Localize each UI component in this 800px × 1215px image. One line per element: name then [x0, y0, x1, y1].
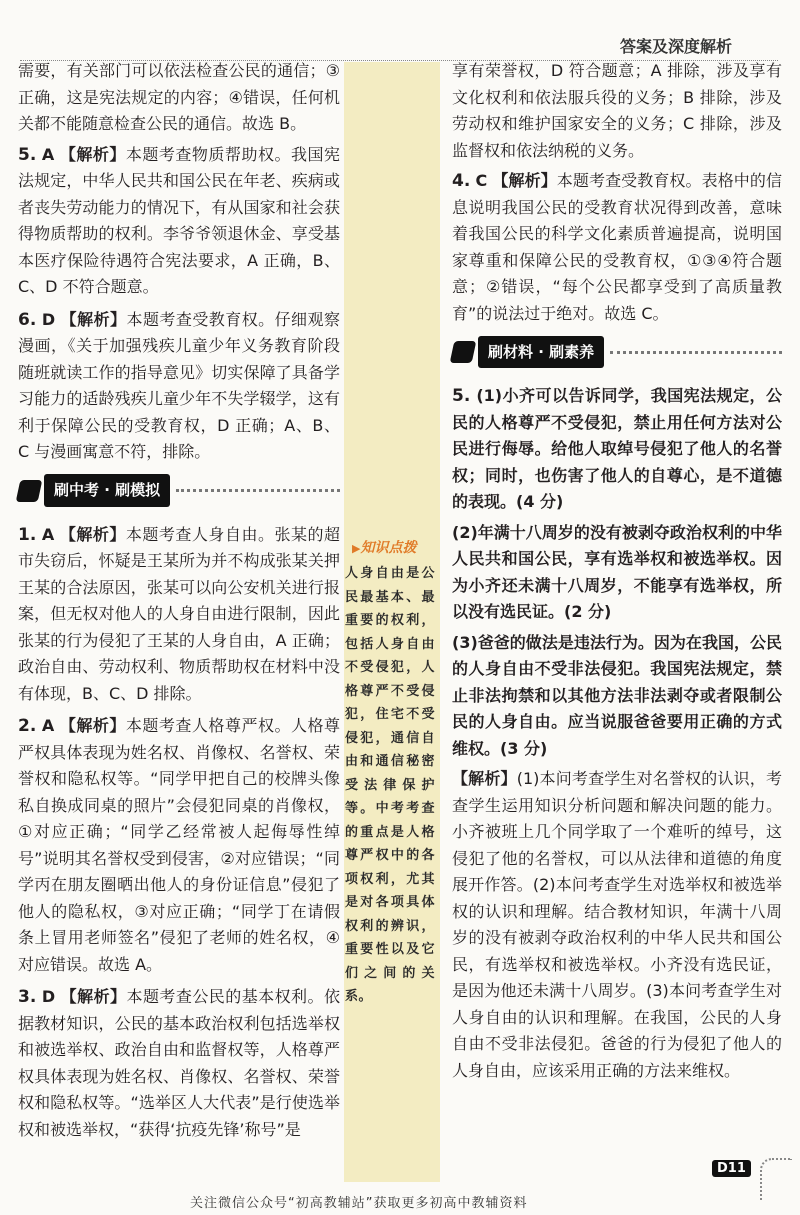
left-column	[18, 58, 340, 1149]
left-intro: 需要，有关部门可以依法检查公民的通信；③正确，这是宪法规定的内容；④错误，任何机关都不能随意检查公民的通信。故选 B。	[18, 61, 340, 133]
question-number: 5.	[18, 144, 37, 165]
answer-part-3: (3)爸爸的做法是违法行为。因为在我国，公民的人身自由不受非法侵犯。我国宪法规定，禁止非法拘禁和以其他方法非法剥夺或者限制公民的人身自由。应当说服爸爸要用正确的方式维权。(3 分)	[452, 632, 782, 758]
answer-letter: A	[41, 144, 55, 164]
analysis-text: 本题考查公民的基本权利。依据教材知识，公民的基本政治权利包括选举权和被选举权、政治自由和监督权等，人格尊严权具体表现为姓名权、肖像权、名誉权、荣誉权和隐私权等。“选举区人大代表”是行使选举权和被选举权，“获得‘抗疫先锋’称号”是	[18, 987, 340, 1139]
answer-letter: D	[41, 309, 56, 329]
question-number: 3.	[18, 987, 37, 1007]
question-number: 1.	[18, 524, 37, 545]
analysis-label: 【解析】	[60, 309, 127, 329]
answer-part-1	[452, 383, 782, 516]
question-number: 5.	[452, 386, 471, 406]
triangle-icon: ▶	[352, 542, 361, 555]
question-5	[18, 142, 340, 301]
question-number: 4.	[452, 171, 471, 191]
page-header: 答案及深度解析	[620, 37, 733, 56]
analysis-label: 【解析】	[59, 144, 126, 164]
brush-icon	[450, 341, 477, 363]
analysis-label: 【解析】	[452, 769, 517, 788]
right-column	[452, 58, 782, 1090]
answer-analysis	[452, 766, 782, 1084]
question-1	[18, 522, 340, 708]
question-3	[18, 984, 340, 1143]
section-banner-material	[452, 337, 782, 367]
answer-part-1-text: (1)小齐可以告诉同学，我国宪法规定，公民的人格尊严不受侵犯，禁止用任何方法对公民进行侮辱。给他人取绰号侵犯了他人的名誉权；同时，也伤害了他人的自尊心，是不道德的表现。(4 分)	[452, 386, 782, 511]
analysis-label: 【解析】	[59, 524, 126, 544]
question-5-material	[452, 383, 782, 1084]
brush-icon	[16, 480, 43, 502]
question-6	[18, 307, 340, 466]
knowledge-sidebar-title: ▶知识点拨	[352, 540, 417, 556]
knowledge-sidebar-text: 人身自由是公民最基本、最重要的权利，包括人身自由不受侵犯，人格尊严不受侵犯，住宅不受侵犯，通信自由和通信秘密受法律保护等。中考考查的重点是人格尊严权中的各项权利，尤其是对各项具体权利的辨识，重要性以及它们之间的关系。	[345, 566, 435, 1004]
question-4	[452, 168, 782, 327]
answer-letter: D	[41, 987, 56, 1006]
analysis-label: 【解析】	[59, 716, 126, 735]
right-intro: 享有荣誉权，D 符合题意；A 排除，涉及享有文化权利和依法服兵役的义务；B 排除，涉及劳动权和维护国家安全的义务；C 排除，涉及监督权和依法纳税的义务。	[452, 61, 782, 160]
page-number-badge: D11	[712, 1160, 751, 1177]
answer-letter: A	[41, 524, 55, 544]
page-corner-tab	[760, 1158, 792, 1200]
analysis-label: 【解析】	[60, 987, 127, 1006]
section-banner-label: 刷材料 · 刷素养	[478, 336, 604, 369]
analysis-text: 本题考查受教育权。表格中的信息说明我国公民的受教育状况得到改善，意味着我国公民的科学文化素质普遍提高，说明国家尊重和保障公民的受教育权，①③④符合题意；②错误，“每个公民都享受到了高质量教育”的说法过于绝对。故选 C。	[452, 171, 782, 323]
analysis-text: (1)本问考查学生对名誉权的认识，考查学生运用知识分析问题和解决问题的能力。小齐被班上几个同学取了一个难听的绰号，这侵犯了他的名誉权，可以从法律和道德的角度展开作答。(2)本问考查学生对选举权和被选举权的认识和理解。结合教材知识，年满十八周岁的没有被剥夺政治权利的中华人民共和国公民，有选举权和被选举权。小齐没有选民证，是因为他还未满十八周岁。(3)本问考查学生对人身自由的认识和理解。在我国，公民的人身自由不受非法侵犯。爸爸的行为侵犯了他人的人身自由，应该采用正确的方法来维权。	[452, 769, 782, 1080]
banner-divider	[610, 351, 782, 354]
footer-note: 关注微信公众号“初高教辅站”获取更多初高中教辅资料	[190, 1196, 528, 1211]
analysis-label: 【解析】	[492, 171, 557, 190]
question-number: 6.	[18, 309, 37, 330]
question-number: 2.	[18, 716, 37, 736]
section-banner-exam	[18, 476, 340, 506]
answer-letter: C	[475, 171, 488, 190]
analysis-text: 本题考查受教育权。仔细观察漫画，《关于加强残疾儿童少年义务教育阶段随班就读工作的指导意见》切实保障了具备学习能力的适龄残疾儿童少年不失学辍学，这有利于保障公民的受教育权，D 正确；A、B、C 与漫画寓意不符，排除。	[18, 309, 340, 461]
answer-part-2: (2)年满十八周岁的没有被剥夺政治权利的中华人民共和国公民，享有选举权和被选举权。因为小齐还未满十八周岁，不能享有选举权，所以没有选民证。(2 分)	[452, 522, 782, 621]
answer-letter: A	[41, 716, 55, 735]
banner-divider	[176, 489, 340, 492]
analysis-text: 本题考查物质帮助权。我国宪法规定，中华人民共和国公民在年老、疾病或者丧失劳动能力的情况下，有从国家和社会获得物质帮助的权利。李爷爷领退休金、享受基本医疗保险待遇符合宪法要求，A 正确，B、C、D 不符合题意。	[18, 144, 340, 296]
question-2	[18, 713, 340, 978]
analysis-text: 本题考查人格尊严权。人格尊严权具体表现为姓名权、肖像权、名誉权、荣誉权和隐私权等。“同学甲把自己的校牌头像私自换成同桌的照片”会侵犯同桌的肖像权，①对应正确；“同学乙经常被人起侮辱性绰号”说明其名誉权受到侵害，②对应错误；“同学丙在朋友圈晒出他人的身份证信息”侵犯了他人的隐私权，③对应正确；“同学丁在请假条上冒用老师签名”侵犯了老师的姓名权，④对应错误。故选 A。	[18, 716, 340, 974]
analysis-text: 本题考查人身自由。张某的超市失窃后，怀疑是王某所为并不构成张某关押王某的合法原因，张某可以向公安机关进行报案，但无权对他人的人身自由进行限制，因此张某的行为侵犯了王某的人身自由，A 正确；政治自由、劳动权利、物质帮助权在材料中没有体现，B、C、D 排除。	[18, 524, 340, 703]
section-banner-label: 刷中考 · 刷模拟	[44, 474, 170, 507]
